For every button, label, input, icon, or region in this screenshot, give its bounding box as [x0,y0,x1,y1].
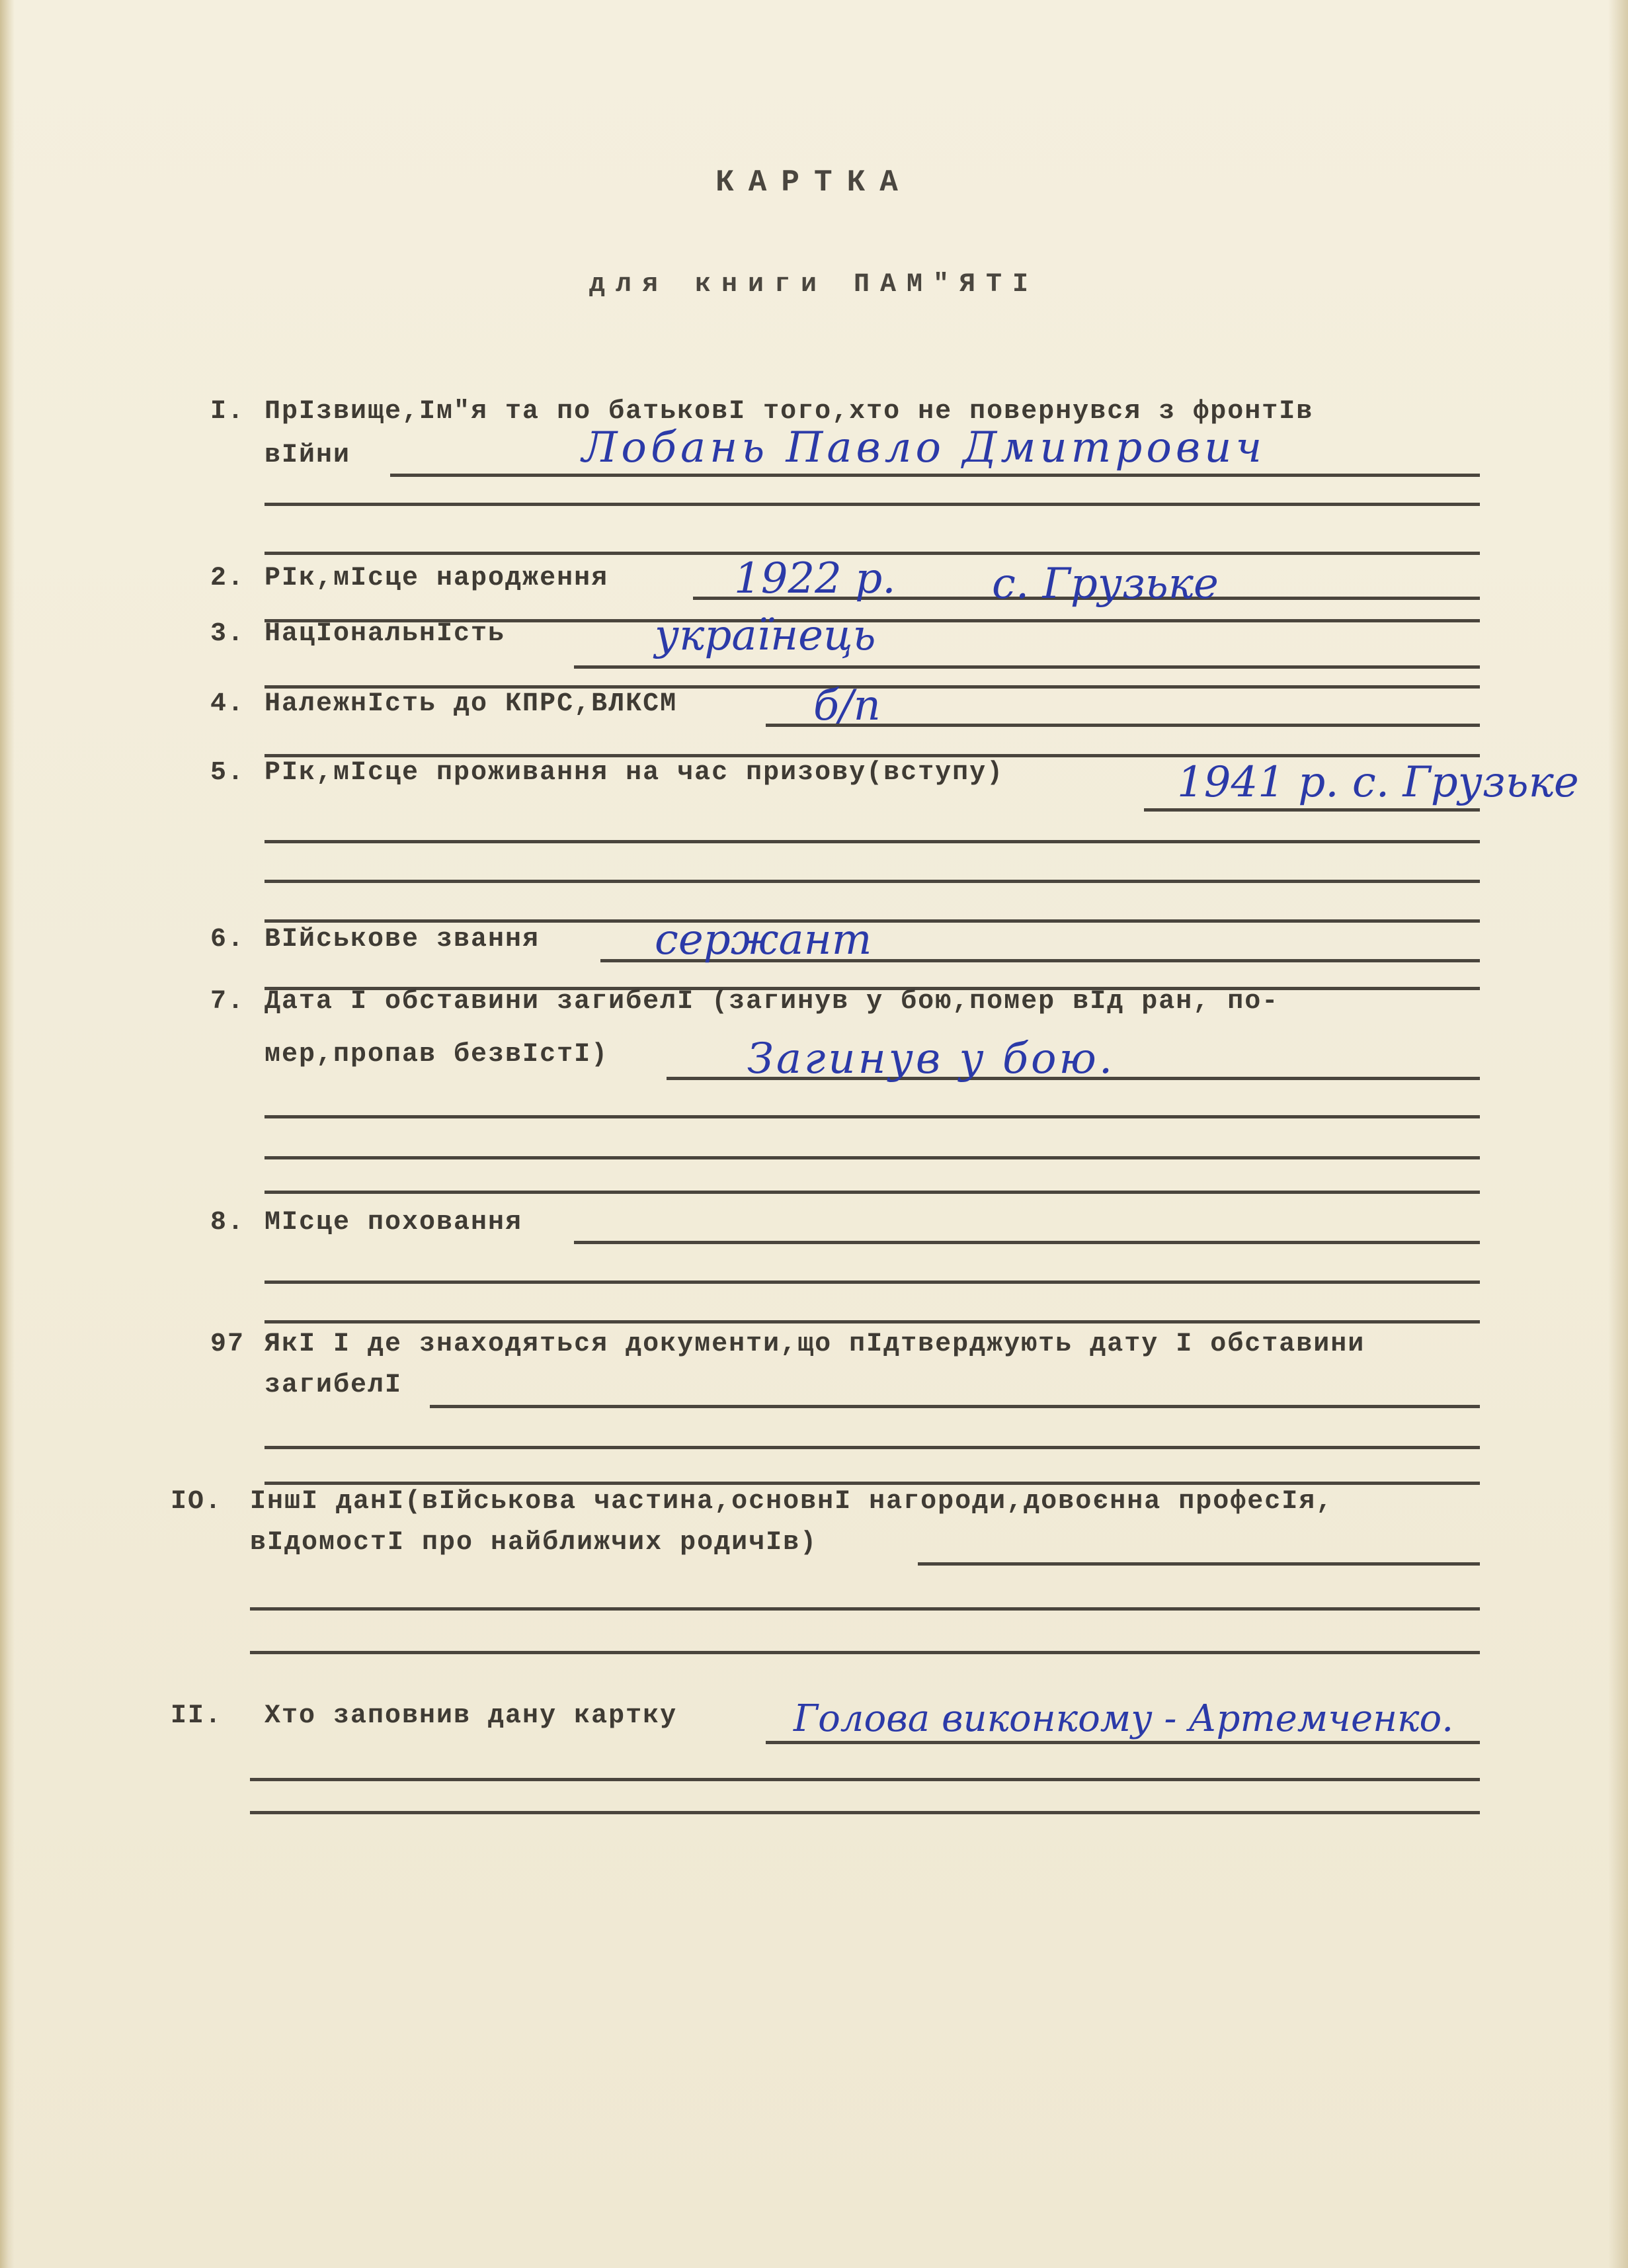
field-3-underline [574,665,1480,669]
field-10-number: IO. [171,1487,223,1517]
document-title: КАРТКА [715,165,913,200]
field-10-label-line1: ІншІ данІ(вІйськова частина,основнІ нагороди,довоєнна професІя, [250,1487,1334,1517]
field-8-number: 8. [210,1208,245,1238]
field-11-underline-2 [250,1778,1480,1781]
field-4-number: 4. [210,689,245,719]
field-5-label: РІк,мІсце проживання на час призову(вступу) [265,758,1004,788]
field-7-label-line2: мер,пропав безвІстІ) [265,1040,609,1070]
field-3-label: НацІональнІсть [265,619,506,649]
field-9-number: 97 [210,1329,245,1359]
field-8-underline [574,1241,1480,1244]
field-6-value: сержант [655,915,872,964]
field-9-underline [430,1405,1480,1408]
field-2-value-place: с. Грузьке [992,560,1219,609]
field-3-number: 3. [210,619,245,649]
field-11-value: Голова виконкому - Артемченко. [794,1697,1453,1740]
field-1-number: I. [210,397,245,427]
field-1-underline [390,474,1480,477]
field-6-label: ВІйськове звання [265,925,540,954]
field-1-label-line2: вІйни [265,441,351,470]
field-3-value: українець [655,611,876,660]
field-11-underline [766,1741,1480,1744]
field-5-underline [1144,808,1480,812]
field-1-value: Лобань Павло Дмитрович [582,423,1266,472]
field-11-underline-3 [250,1811,1480,1814]
field-10-underline [918,1562,1480,1566]
field-7-number: 7. [210,987,245,1017]
field-10-label-line2: вІдомостІ про найближчих родичІв) [250,1528,818,1558]
paper-edge-right [1608,0,1628,2268]
field-9-underline-3 [265,1482,1480,1485]
field-5-value: 1941 р. с. Грузьке [1177,758,1579,807]
field-5-number: 5. [210,758,245,788]
field-4-value: б/п [813,681,881,730]
field-10-underline-2 [250,1607,1480,1611]
field-2-value-year: 1922 р. [734,554,896,603]
field-5-underline-3 [265,880,1480,883]
field-7-label-line1: Дата І обставини загибелІ (загинув у бою,помер вІд ран, по- [265,987,1280,1017]
field-4-underline-2 [265,754,1480,757]
field-8-label: МІсце поховання [265,1208,523,1238]
field-6-number: 6. [210,925,245,954]
field-10-underline-3 [250,1651,1480,1654]
field-4-label: НалежнІсть до КПРС,ВЛКСМ [265,689,678,719]
field-5-underline-4 [265,919,1480,923]
document-subtitle: для книги ПАМ"ЯТІ [589,270,1039,300]
field-7-underline-3 [265,1156,1480,1159]
field-1-underline-2 [265,503,1480,506]
field-8-underline-2 [265,1281,1480,1284]
field-1-label-line1: ПрІзвище,Ім"я та по батьковІ того,хто не повернувся з фронтІв [265,397,1314,427]
field-5-underline-2 [265,840,1480,843]
field-11-label: Хто заповнив дану картку [265,1701,678,1731]
field-9-label-line1: ЯкІ І де знаходяться документи,що пІдтверджують дату І обставини [265,1329,1365,1359]
field-11-number: II. [171,1701,223,1731]
field-9-underline-2 [265,1446,1480,1449]
field-2-number: 2. [210,564,245,593]
field-8-underline-3 [265,1320,1480,1323]
field-7-underline-4 [265,1191,1480,1194]
paper-edge-left [0,0,15,2268]
field-7-underline-2 [265,1115,1480,1118]
field-2-label: РІк,мІсце народження [265,564,609,593]
field-7-value: Загинув у бою. [747,1034,1116,1083]
field-9-label-line2: загибелІ [265,1370,403,1400]
